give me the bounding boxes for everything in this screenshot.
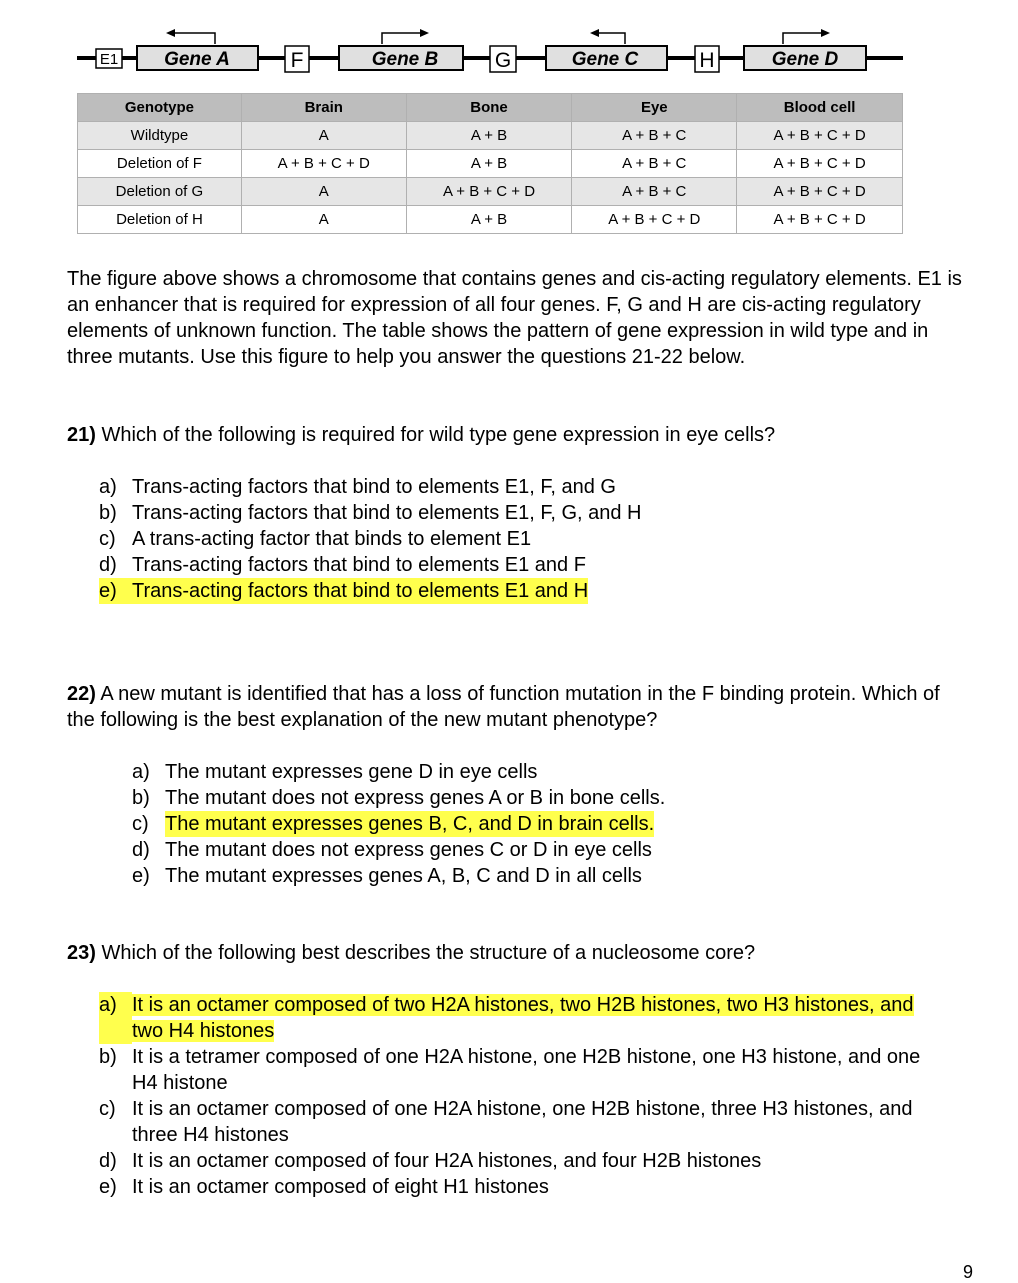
expression-table (77, 93, 903, 234)
option-c-highlighted[interactable] (132, 811, 962, 837)
header-blood-cell: Blood cell (737, 94, 903, 122)
element-g-label: G (494, 49, 512, 72)
option-text: It is an octamer composed of four H2A histones, and four H2B histones (132, 1150, 762, 1172)
option-letter: e) (132, 865, 150, 887)
option-text: Trans-acting factors that bind to elements E1, F, G, and H (132, 502, 642, 524)
gene-d-arrowhead (821, 29, 830, 37)
option-b[interactable] (132, 785, 962, 811)
intro-paragraph: The figure above shows a chromosome that contains genes and cis-acting regulatory elements. E1 is an enhancer that is required for expression of all four genes. F, G and H are cis-acting regulatory elements of unknown function. The table shows the pattern of gene expression in wild type and in three mutants. Use this figure to help you answer the questions 21-22 below. (67, 268, 962, 368)
option-d[interactable] (99, 552, 959, 578)
table-row (78, 122, 903, 150)
header-genotype: Genotype (78, 94, 242, 122)
question-text: Which of the following best describes the structure of a nucleosome core? (101, 942, 756, 964)
option-b[interactable] (99, 500, 959, 526)
option-letter: d) (99, 554, 117, 576)
gene-b-arrowhead (420, 29, 429, 37)
option-letter: d) (132, 839, 150, 861)
option-a[interactable] (132, 759, 962, 785)
header-brain: Brain (241, 94, 406, 122)
option-letter: b) (132, 787, 150, 809)
table-cell: A + B + C + D (737, 206, 903, 234)
option-text: The mutant expresses genes B, C, and D in brain cells. (165, 813, 655, 835)
table-cell: A + B (406, 150, 572, 178)
option-letter: a) (132, 761, 150, 783)
option-text: Trans-acting factors that bind to elements E1, F, and G (132, 476, 616, 498)
option-c[interactable] (99, 1096, 949, 1148)
table-cell: A + B + C + D (737, 122, 903, 150)
gene-b-direction-arrow (382, 33, 425, 44)
question-23-options (99, 992, 949, 1200)
gene-c-arrowhead (590, 29, 599, 37)
option-letter: c) (132, 813, 149, 835)
option-text: The mutant expresses gene D in eye cells (165, 761, 538, 783)
table-cell: A + B + C (572, 150, 737, 178)
table-cell: A (241, 206, 406, 234)
option-a[interactable] (99, 474, 959, 500)
option-text: Trans-acting factors that bind to elements E1 and F (132, 554, 586, 576)
gene-a-direction-arrow (170, 33, 215, 44)
chromosome-diagram (0, 0, 1018, 90)
option-text: It is a tetramer composed of one H2A histone, one H2B histone, one H3 histone, and one H4 histone (132, 1046, 921, 1094)
question-23 (67, 940, 967, 966)
option-text: It is an octamer composed of two H2A histones, two H2B histones, two H3 histones, and two H4 histones (132, 994, 914, 1042)
gene-d-label: Gene D (771, 49, 839, 70)
option-text: The mutant expresses genes A, B, C and D in all cells (165, 865, 642, 887)
option-b[interactable] (99, 1044, 949, 1096)
gene-a-label: Gene A (164, 49, 230, 70)
table-row (78, 178, 903, 206)
option-letter: a) (99, 476, 117, 498)
option-letter: e) (99, 1176, 117, 1198)
option-e[interactable] (99, 1174, 949, 1200)
option-letter: c) (99, 528, 116, 550)
option-letter: a) (99, 992, 132, 1044)
gene-d-direction-arrow (783, 33, 826, 44)
question-number: 21) (67, 424, 96, 446)
element-f-label: F (290, 49, 304, 72)
question-number: 23) (67, 942, 96, 964)
question-text: Which of the following is required for wild type gene expression in eye cells? (101, 424, 776, 446)
question-21 (67, 422, 967, 448)
option-c[interactable] (99, 526, 959, 552)
table-cell: A + B + C + D (737, 150, 903, 178)
option-letter: b) (99, 502, 117, 524)
question-22 (67, 681, 967, 733)
table-row (78, 206, 903, 234)
table-cell: A + B (406, 122, 572, 150)
question-number: 22) (67, 683, 96, 705)
gene-a-arrowhead (166, 29, 175, 37)
option-letter: e) (99, 580, 117, 602)
option-text: The mutant does not express genes A or B in bone cells. (165, 787, 666, 809)
table-header-row (78, 94, 903, 122)
table-cell: A + B + C (572, 122, 737, 150)
table-cell: A + B (406, 206, 572, 234)
table-cell: Deletion of H (78, 206, 242, 234)
enhancer-e1-label: E1 (99, 51, 119, 68)
table-cell: Deletion of F (78, 150, 242, 178)
option-letter: d) (99, 1150, 117, 1172)
table-row (78, 150, 903, 178)
question-21-options (99, 474, 959, 604)
option-a-highlighted[interactable] (99, 992, 949, 1044)
table-cell: A (241, 122, 406, 150)
header-bone: Bone (406, 94, 572, 122)
option-text: Trans-acting factors that bind to elements E1 and H (132, 580, 589, 602)
table-cell: A (241, 178, 406, 206)
option-text: It is an octamer composed of one H2A histone, one H2B histone, three H3 histones, and three H4 histones (132, 1098, 913, 1146)
gene-c-label: Gene C (571, 49, 639, 70)
table-cell: Deletion of G (78, 178, 242, 206)
table-cell: Wildtype (78, 122, 242, 150)
header-eye: Eye (572, 94, 737, 122)
page-number: 9 (962, 1262, 973, 1282)
option-letter: b) (99, 1046, 117, 1068)
option-text: It is an octamer composed of eight H1 histones (132, 1176, 549, 1198)
table-cell: A + B + C + D (406, 178, 572, 206)
element-h-label: H (699, 49, 715, 72)
option-e-highlighted[interactable] (99, 578, 959, 604)
option-text: The mutant does not express genes C or D in eye cells (165, 839, 652, 861)
question-22-options (132, 759, 962, 889)
table-cell: A + B + C + D (737, 178, 903, 206)
option-letter: c) (99, 1098, 116, 1120)
option-d[interactable] (99, 1148, 949, 1174)
table-cell: A + B + C + D (241, 150, 406, 178)
option-e[interactable] (132, 863, 962, 889)
option-d[interactable] (132, 837, 962, 863)
gene-b-label: Gene B (371, 49, 439, 70)
table-cell: A + B + C (572, 178, 737, 206)
question-text: A new mutant is identified that has a loss of function mutation in the F binding protein. Which of the following is the best explanation of the new mutant phenotype? (67, 683, 940, 731)
option-text: A trans-acting factor that binds to element E1 (132, 528, 532, 550)
table-cell: A + B + C + D (572, 206, 737, 234)
